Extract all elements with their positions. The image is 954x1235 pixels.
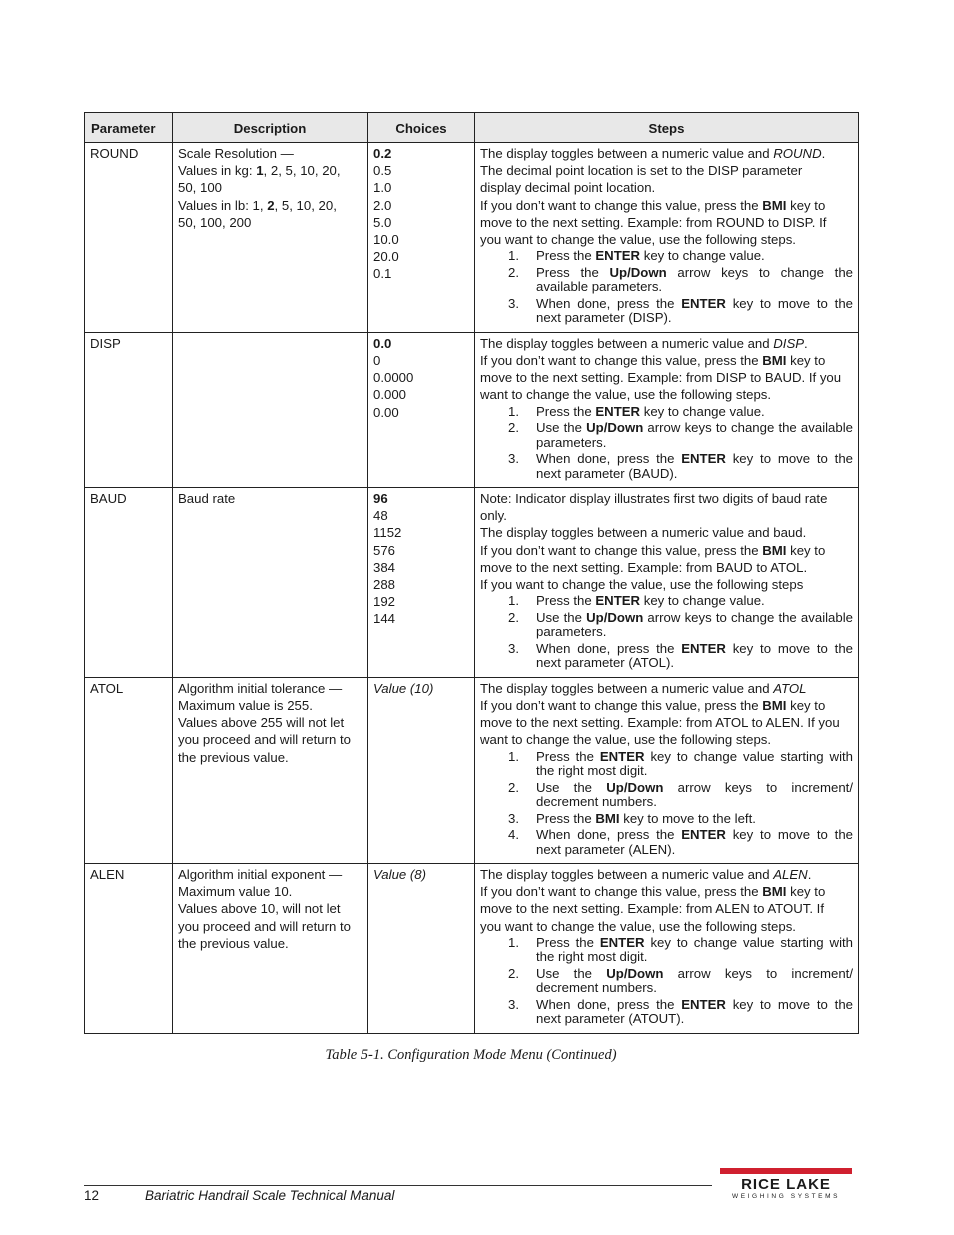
steps-intro-line — [480, 507, 853, 524]
step-number: 1. — [508, 934, 519, 950]
steps-cell — [475, 143, 859, 333]
description-line — [178, 731, 362, 748]
text-segment: you proceed and will return to — [178, 918, 352, 934]
text-segment: The decimal point location is set to the DISP parameter — [480, 163, 803, 179]
text-segment: If you don’t want to change this value, press the — [480, 197, 763, 213]
description-line — [178, 697, 362, 714]
text-segment: key to move to the left. — [619, 810, 756, 826]
text-segment: key to — [786, 697, 826, 713]
steps-intro-line — [480, 179, 853, 196]
text-segment: Values in lb: 1, — [178, 197, 268, 213]
description-line — [178, 918, 362, 935]
choice-option: 144 — [373, 611, 396, 627]
steps-intro-line — [480, 866, 853, 883]
choices-cell — [368, 488, 475, 678]
steps-list — [480, 594, 853, 671]
steps-intro-line — [480, 145, 853, 162]
text-segment: Note: Indicator display illustrates first two digits of baud rate — [480, 491, 828, 507]
choice-option: 576 — [373, 542, 396, 558]
param-name: ROUND — [90, 146, 139, 161]
description-line — [178, 680, 362, 697]
text-segment: you want to change the value, use the following steps. — [480, 918, 796, 934]
step-item — [480, 452, 853, 481]
text-segment: the previous value. — [178, 935, 289, 951]
text-segment: key to change value. — [640, 403, 765, 419]
param-name: ALEN — [90, 867, 125, 883]
table-row — [85, 332, 859, 487]
choice-option: 20.0 — [373, 249, 399, 265]
bold-term: Up/Down — [606, 779, 664, 795]
configuration-table — [84, 112, 859, 1034]
step-item — [480, 967, 853, 996]
bold-term: BMI — [595, 810, 620, 826]
document-title: Bariatric Handrail Scale Technical Manual — [145, 1188, 395, 1203]
header-parameter: Parameter — [85, 113, 173, 143]
steps-intro-line — [480, 352, 853, 369]
text-segment: Scale Resolution — — [178, 146, 294, 161]
step-item — [480, 750, 853, 779]
bold-term: ENTER — [681, 827, 726, 843]
param-name: DISP — [90, 335, 121, 351]
table-row — [85, 677, 859, 863]
bold-term: Up/Down — [609, 264, 667, 280]
logo-bar — [720, 1168, 852, 1174]
step-number: 4. — [508, 827, 519, 843]
step-number: 3. — [508, 295, 519, 311]
steps-intro-line — [480, 542, 853, 559]
text-segment: Press the — [536, 593, 596, 609]
table-header-row — [85, 113, 859, 143]
bold-term: Up/Down — [606, 965, 664, 981]
description-line — [178, 714, 362, 731]
description-line — [178, 214, 362, 231]
text-segment: key to change value starting with the right most digit. — [536, 748, 853, 779]
text-segment: Values above 255 will not let — [178, 715, 345, 731]
param-cell — [85, 677, 173, 863]
text-segment: When done, press the — [536, 827, 682, 843]
logo-sub-text: WEIGHING SYSTEMS — [731, 1193, 841, 1200]
choice-option: 1.0 — [373, 180, 392, 196]
text-segment: Use the — [536, 609, 587, 625]
italic-term: ALEN — [773, 867, 808, 883]
text-segment: Press the — [536, 264, 610, 280]
param-cell — [85, 332, 173, 487]
rice-lake-logo — [716, 1166, 856, 1200]
description-line — [178, 179, 362, 196]
step-item — [480, 297, 853, 326]
text-segment: . — [821, 146, 826, 161]
choice-option: 192 — [373, 594, 396, 610]
step-item — [480, 405, 853, 420]
bold-term: Up/Down — [586, 609, 644, 625]
choice-option: 384 — [373, 559, 396, 575]
text-segment: arrow keys to change the available parameters. — [536, 420, 853, 450]
steps-intro-line — [480, 697, 853, 714]
param-cell — [85, 143, 173, 333]
text-segment: key to — [786, 352, 826, 368]
text-segment: Maximum value 10. — [178, 884, 293, 900]
step-number: 1. — [508, 593, 519, 609]
step-number: 2. — [508, 779, 519, 795]
bold-term: 1 — [256, 163, 264, 179]
choice-option: 1152 — [373, 525, 402, 541]
logo-main-text: RICE LAKE — [741, 1176, 831, 1193]
choice-option: 5.0 — [373, 214, 392, 230]
steps-intro-line — [480, 490, 853, 507]
step-item — [480, 998, 853, 1027]
text-segment: key to move to the next parameter (DISP). — [536, 295, 853, 326]
step-number: 3. — [508, 640, 519, 656]
text-segment: key to — [786, 542, 826, 558]
text-segment: key to move to the next parameter (ATOUT). — [536, 996, 853, 1027]
bold-term: ENTER — [599, 748, 645, 764]
text-segment: Values above 10, will not let — [178, 901, 341, 917]
step-number: 1. — [508, 248, 519, 264]
bold-term: Up/Down — [586, 420, 644, 436]
text-segment: Values in kg: — [178, 163, 257, 179]
step-number: 3. — [508, 451, 519, 467]
table-row — [85, 864, 859, 1034]
step-item — [480, 421, 853, 450]
step-number: 1. — [508, 748, 519, 764]
text-segment: The display toggles between a numeric value and — [480, 146, 774, 161]
steps-list — [480, 249, 853, 326]
step-number: 2. — [508, 420, 519, 436]
choices-cell — [368, 143, 475, 333]
text-segment: Press the — [536, 748, 600, 764]
steps-intro-line — [480, 335, 853, 352]
bold-term: ENTER — [595, 248, 641, 264]
text-segment: arrow keys to change the available parameters. — [536, 264, 853, 295]
bold-term: BMI — [762, 884, 787, 900]
text-segment: arrow keys to increment/ decrement numbers. — [536, 965, 853, 996]
text-segment: When done, press the — [536, 640, 682, 656]
bold-term: ENTER — [595, 403, 641, 419]
header-steps: Steps — [475, 113, 859, 143]
text-segment: move to the next setting. Example: from ROUND to DISP. If — [480, 214, 827, 230]
description-cell — [173, 143, 368, 333]
page-number: 12 — [84, 1188, 100, 1203]
steps-intro-line — [480, 369, 853, 386]
bold-term: ENTER — [599, 934, 645, 950]
description-cell — [173, 332, 368, 487]
text-segment: key to — [786, 884, 826, 900]
text-segment: If you don’t want to change this value, press the — [480, 352, 763, 368]
text-segment: If you don’t want to change this value, press the — [480, 884, 763, 900]
steps-intro-line — [480, 680, 853, 697]
text-segment: If you don’t want to change this value, press the — [480, 697, 763, 713]
bold-term: ENTER — [595, 593, 641, 609]
steps-intro-line — [480, 197, 853, 214]
param-cell — [85, 488, 173, 678]
step-item — [480, 266, 853, 295]
default-choice: 96 — [373, 491, 388, 507]
bold-term: BMI — [762, 697, 787, 713]
steps-cell — [475, 677, 859, 863]
choices-cell — [368, 332, 475, 487]
text-segment: key to — [786, 197, 826, 213]
step-item — [480, 249, 853, 264]
steps-intro-line — [480, 731, 853, 748]
param-cell — [85, 864, 173, 1034]
choices-cell — [368, 864, 475, 1034]
step-number: 2. — [508, 264, 519, 280]
choice-value: Value (10) — [373, 680, 434, 696]
text-segment: Use the — [536, 965, 607, 981]
text-segment: move to the next setting. Example: from ALEN to ATOUT. If — [480, 901, 824, 917]
text-segment: The display toggles between a numeric value and — [480, 867, 774, 883]
description-cell — [173, 677, 368, 863]
description-line — [178, 145, 362, 162]
bold-term: 2 — [267, 197, 275, 213]
description-line — [178, 866, 362, 883]
text-segment: key to move to the next parameter (ATOL). — [536, 640, 853, 671]
steps-intro-line — [480, 918, 853, 935]
step-number: 1. — [508, 403, 519, 419]
text-segment: want to change the value, use the following steps. — [480, 387, 772, 403]
text-segment: If you want to change the value, use the following steps — [480, 577, 804, 593]
choice-option: 0.5 — [373, 163, 392, 179]
default-choice: 0.2 — [373, 146, 392, 161]
text-segment: Press the — [536, 934, 600, 950]
steps-intro-line — [480, 900, 853, 917]
bold-term: ENTER — [681, 640, 726, 656]
text-segment: Algorithm initial tolerance — — [178, 680, 343, 696]
text-segment: Algorithm initial exponent — — [178, 867, 343, 883]
description-line — [178, 197, 362, 214]
text-segment: When done, press the — [536, 451, 682, 467]
param-name: ATOL — [90, 680, 124, 696]
description-line — [178, 162, 362, 179]
text-segment: , 2, 5, 10, 20, — [263, 163, 341, 179]
text-segment: move to the next setting. Example: from BAUD to ATOL. — [480, 559, 808, 575]
text-segment: Press the — [536, 810, 596, 826]
bold-term: BMI — [762, 197, 787, 213]
choice-option: 48 — [373, 508, 388, 524]
italic-term: ATOL — [773, 680, 807, 696]
text-segment: you proceed and will return to — [178, 732, 352, 748]
text-segment: . — [807, 867, 812, 883]
text-segment: you want to change the value, use the following steps. — [480, 232, 796, 248]
steps-intro-line — [480, 162, 853, 179]
param-name: BAUD — [90, 491, 127, 507]
text-segment: display decimal point location. — [480, 180, 656, 196]
header-choices: Choices — [368, 113, 475, 143]
description-line — [178, 490, 362, 507]
choice-option: 0.1 — [373, 266, 392, 282]
choice-option: 0.0000 — [373, 370, 414, 386]
description-cell — [173, 488, 368, 678]
choice-option: 288 — [373, 577, 396, 593]
text-segment: Press the — [536, 248, 596, 264]
step-item — [480, 812, 853, 827]
description-line — [178, 900, 362, 917]
text-segment: only. — [480, 508, 507, 524]
italic-term: DISP — [773, 335, 805, 351]
steps-intro-line — [480, 559, 853, 576]
steps-list — [480, 405, 853, 482]
text-segment: Maximum value is 255. — [178, 697, 313, 713]
text-segment: Baud rate — [178, 491, 236, 507]
step-item — [480, 781, 853, 810]
bold-term: BMI — [762, 542, 787, 558]
text-segment: When done, press the — [536, 295, 682, 311]
choice-option: 0.000 — [373, 387, 407, 403]
choice-option: 2.0 — [373, 197, 392, 213]
choice-option: 0.00 — [373, 404, 399, 420]
text-segment: key to move to the next parameter (BAUD). — [536, 451, 853, 481]
step-item — [480, 642, 853, 671]
steps-list — [480, 936, 853, 1027]
steps-intro-line — [480, 231, 853, 248]
table-caption: Table 5-1. Configuration Mode Menu (Continued) — [325, 1047, 617, 1063]
text-segment: , 5, 10, 20, — [274, 197, 337, 213]
text-segment: Use the — [536, 779, 607, 795]
bold-term: ENTER — [681, 295, 726, 311]
text-segment: The display toggles between a numeric value and — [480, 680, 774, 696]
description-cell — [173, 864, 368, 1034]
bold-term: ENTER — [681, 451, 726, 467]
step-number: 3. — [508, 996, 519, 1012]
steps-cell — [475, 332, 859, 487]
italic-term: ROUND — [773, 146, 822, 161]
table-row — [85, 488, 859, 678]
step-number: 3. — [508, 810, 519, 826]
description-line — [178, 883, 362, 900]
step-item — [480, 594, 853, 609]
text-segment: . — [804, 335, 808, 351]
steps-cell — [475, 488, 859, 678]
footer-rule — [84, 1185, 712, 1186]
choices-cell — [368, 677, 475, 863]
steps-intro-line — [480, 576, 853, 593]
bold-term: BMI — [762, 352, 787, 368]
steps-intro-line — [480, 883, 853, 900]
text-segment: the previous value. — [178, 749, 289, 765]
step-item — [480, 611, 853, 640]
text-segment: key to move to the next parameter (ALEN). — [536, 827, 853, 857]
default-choice: 0.0 — [373, 335, 392, 351]
text-segment: key to change value. — [640, 248, 765, 264]
table-row — [85, 143, 859, 333]
text-segment: Use the — [536, 420, 587, 436]
step-item — [480, 828, 853, 857]
steps-intro-line — [480, 524, 853, 541]
steps-intro-line — [480, 386, 853, 403]
text-segment: arrow keys to change the available parameters. — [536, 609, 853, 640]
choice-option: 0 — [373, 352, 381, 368]
text-segment: move to the next setting. Example: from DISP to BAUD. If you — [480, 370, 842, 386]
text-segment: 50, 100, 200 — [178, 214, 252, 230]
text-segment: 50, 100 — [178, 180, 222, 196]
description-line — [178, 749, 362, 766]
steps-cell — [475, 864, 859, 1034]
steps-intro-line — [480, 214, 853, 231]
steps-list — [480, 750, 853, 858]
step-item — [480, 936, 853, 965]
step-number: 2. — [508, 965, 519, 981]
bold-term: ENTER — [681, 996, 726, 1012]
text-segment: The display toggles between a numeric value and — [480, 335, 774, 351]
text-segment: want to change the value, use the following steps. — [480, 732, 772, 748]
text-segment: Press the — [536, 403, 596, 419]
steps-intro-line — [480, 714, 853, 731]
text-segment: If you don’t want to change this value, press the — [480, 542, 763, 558]
text-segment: arrow keys to increment/ decrement numbers. — [536, 779, 853, 810]
text-segment: The display toggles between a numeric value and baud. — [480, 525, 807, 541]
header-description: Description — [173, 113, 368, 143]
text-segment: key to change value. — [640, 593, 765, 609]
step-number: 2. — [508, 609, 519, 625]
text-segment: key to change value starting with the right most digit. — [536, 934, 853, 965]
text-segment: When done, press the — [536, 996, 682, 1012]
choice-option: 10.0 — [373, 232, 399, 248]
choice-value: Value (8) — [373, 867, 427, 883]
description-line — [178, 935, 362, 952]
text-segment: move to the next setting. Example: from ATOL to ALEN. If you — [480, 715, 840, 731]
